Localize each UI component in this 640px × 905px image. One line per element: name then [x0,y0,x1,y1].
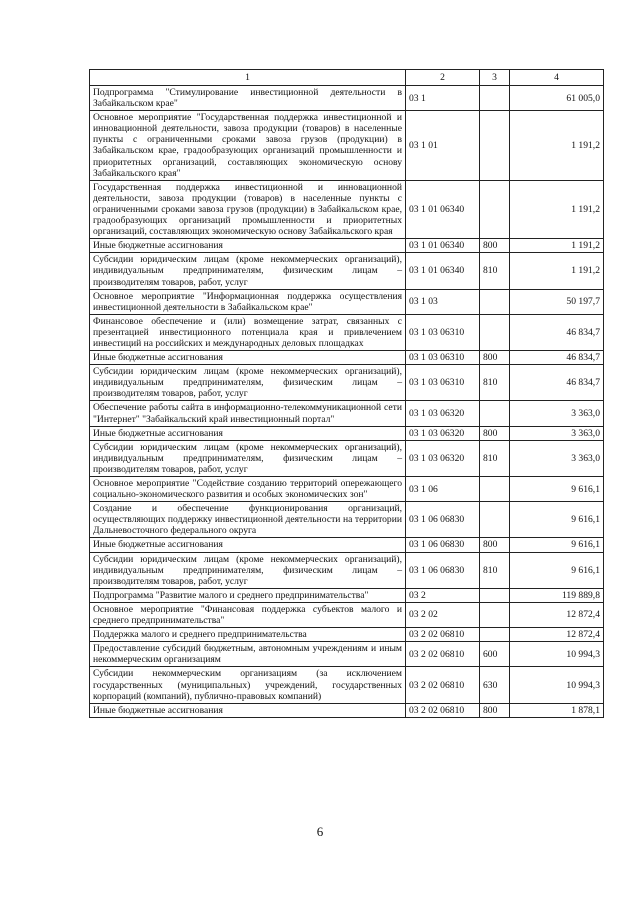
cell-name: Основное мероприятие "Государственная поддержка инвестиционной и инновационной деятельности, завоза продукции (товаров) в населенные пункты с ограниченными сроками завоза грузов (продукции) в Забайкальском крае, градообразующих организаций промышленности и приоритетных организаций, составляющих экономическую основу Забайкальского края" [90,111,406,181]
cell-name: Субсидии юридическим лицам (кроме некоммерческих организаций), индивидуальным предпринимателям, физическим лицам – производителям товаров, работ, услуг [90,253,406,289]
cell-name: Иные бюджетные ассигнования [90,703,406,717]
cell-code: 03 1 06 06830 [406,538,480,552]
cell-name: Государственная поддержка инвестиционной и инновационной деятельности, завоза продукции (товаров) в населенные пункты с ограниченными сроками завоза грузов (продукции) в Забайкальском крае, градообразующих организаций промышленности и приоритетных организаций, составляющих экономическую основу Забайкальского края [90,180,406,238]
cell-code: 03 1 06 [406,477,480,502]
page-number: 6 [316,824,324,839]
cell-code: 03 2 02 06810 [406,667,480,703]
table-row [90,253,604,289]
table-row [90,365,604,401]
cell-type: 810 [480,253,510,289]
cell-sum: 1 191,2 [510,111,604,181]
cell-type: 810 [480,440,510,476]
cell-name: Основное мероприятие "Содействие созданию территорий опережающего социально-экономического развития и особых экономических зон" [90,477,406,502]
table-row [90,703,604,717]
table-row [90,86,604,111]
cell-code: 03 1 03 06320 [406,426,480,440]
cell-type [480,180,510,238]
cell-sum: 3 363,0 [510,426,604,440]
table-row [90,667,604,703]
table-row [90,314,604,350]
cell-sum: 3 363,0 [510,440,604,476]
cell-name: Иные бюджетные ассигнования [90,239,406,253]
table-row [90,502,604,538]
cell-type: 810 [480,365,510,401]
table-row [90,440,604,476]
cell-code: 03 2 02 [406,602,480,627]
cell-code: 03 1 03 06310 [406,351,480,365]
cell-type [480,111,510,181]
cell-code: 03 2 02 06810 [406,703,480,717]
cell-sum: 50 197,7 [510,289,604,314]
cell-name: Обеспечение работы сайта в информационно-телекоммуникационной сети "Интернет" "Забайкальский край инвестиционный портал" [90,401,406,426]
header-cell-sum: 4 [510,70,604,86]
cell-type: 600 [480,642,510,667]
cell-name: Субсидии некоммерческим организациям (за исключением государственных (муниципальных) учреждений, государственных корпораций (компаний), публично-правовых компаний) [90,667,406,703]
cell-code: 03 1 01 06340 [406,239,480,253]
cell-sum: 3 363,0 [510,401,604,426]
cell-sum: 1 191,2 [510,239,604,253]
table-row [90,588,604,602]
cell-name: Создание и обеспечение функционирования организаций, осуществляющих поддержку инвестиционной деятельности на территории Дальневосточного федерального округа [90,502,406,538]
cell-type [480,314,510,350]
cell-sum: 10 994,3 [510,667,604,703]
cell-name: Субсидии юридическим лицам (кроме некоммерческих организаций), индивидуальным предпринимателям, физическим лицам – производителям товаров, работ, услуг [90,365,406,401]
cell-name: Подпрограмма "Развитие малого и среднего предпринимательства" [90,588,406,602]
header-cell-name: 1 [90,70,406,86]
cell-type [480,401,510,426]
cell-name: Иные бюджетные ассигнования [90,538,406,552]
cell-type: 800 [480,538,510,552]
table-row [90,239,604,253]
cell-type: 800 [480,426,510,440]
cell-code: 03 1 01 [406,111,480,181]
cell-type: 800 [480,351,510,365]
cell-sum: 46 834,7 [510,351,604,365]
cell-sum: 9 616,1 [510,538,604,552]
cell-sum: 1 191,2 [510,253,604,289]
cell-code: 03 1 [406,86,480,111]
table-row [90,289,604,314]
cell-code: 03 2 02 06810 [406,642,480,667]
table-row [90,552,604,588]
table-row [90,642,604,667]
table-row [90,401,604,426]
cell-name: Предоставление субсидий бюджетным, автономным учреждениям и иным некоммерческим организациям [90,642,406,667]
cell-sum: 9 616,1 [510,502,604,538]
cell-type [480,602,510,627]
cell-type: 800 [480,239,510,253]
table-row [90,602,604,627]
cell-sum: 61 005,0 [510,86,604,111]
cell-code: 03 1 06 06830 [406,552,480,588]
cell-name: Субсидии юридическим лицам (кроме некоммерческих организаций), индивидуальным предпринимателям, физическим лицам – производителям товаров, работ, услуг [90,552,406,588]
cell-sum: 9 616,1 [510,552,604,588]
table-row [90,180,604,238]
cell-type: 810 [480,552,510,588]
cell-sum: 46 834,7 [510,365,604,401]
cell-sum: 46 834,7 [510,314,604,350]
cell-name: Субсидии юридическим лицам (кроме некоммерческих организаций), индивидуальным предпринимателям, физическим лицам – производителям товаров, работ, услуг [90,440,406,476]
cell-name: Основное мероприятие "Информационная поддержка осуществления инвестиционной деятельности в Забайкальском крае" [90,289,406,314]
cell-code: 03 1 01 06340 [406,180,480,238]
cell-code: 03 1 03 06310 [406,314,480,350]
cell-sum: 12 872,4 [510,602,604,627]
cell-sum: 10 994,3 [510,642,604,667]
table-row [90,111,604,181]
table-header-row [90,70,604,86]
cell-name: Основное мероприятие "Финансовая поддержка субъектов малого и среднего предпринимательства" [90,602,406,627]
cell-name: Поддержка малого и среднего предпринимательства [90,628,406,642]
cell-code: 03 1 03 [406,289,480,314]
table-row [90,477,604,502]
cell-code: 03 1 06 06830 [406,502,480,538]
cell-sum: 12 872,4 [510,628,604,642]
cell-name: Иные бюджетные ассигнования [90,351,406,365]
cell-type [480,628,510,642]
cell-code: 03 2 [406,588,480,602]
header-cell-code: 2 [406,70,480,86]
cell-sum: 1 878,1 [510,703,604,717]
budget-table [89,69,604,718]
cell-name: Подпрограмма "Стимулирование инвестиционной деятельности в Забайкальском крае" [90,86,406,111]
cell-sum: 119 889,8 [510,588,604,602]
cell-code: 03 1 01 06340 [406,253,480,289]
cell-type [480,86,510,111]
cell-code: 03 2 02 06810 [406,628,480,642]
table-row [90,426,604,440]
cell-type: 630 [480,667,510,703]
cell-type [480,588,510,602]
cell-type [480,502,510,538]
cell-name: Иные бюджетные ассигнования [90,426,406,440]
cell-type: 800 [480,703,510,717]
cell-sum: 9 616,1 [510,477,604,502]
cell-code: 03 1 03 06310 [406,365,480,401]
table-row [90,351,604,365]
cell-sum: 1 191,2 [510,180,604,238]
table-row [90,538,604,552]
cell-code: 03 1 03 06320 [406,440,480,476]
table-row [90,628,604,642]
cell-type [480,289,510,314]
cell-code: 03 1 03 06320 [406,401,480,426]
header-cell-type: 3 [480,70,510,86]
cell-type [480,477,510,502]
cell-name: Финансовое обеспечение и (или) возмещение затрат, связанных с презентацией инвестиционного потенциала края и привлечением инвестиций на российских и международных деловых площадках [90,314,406,350]
